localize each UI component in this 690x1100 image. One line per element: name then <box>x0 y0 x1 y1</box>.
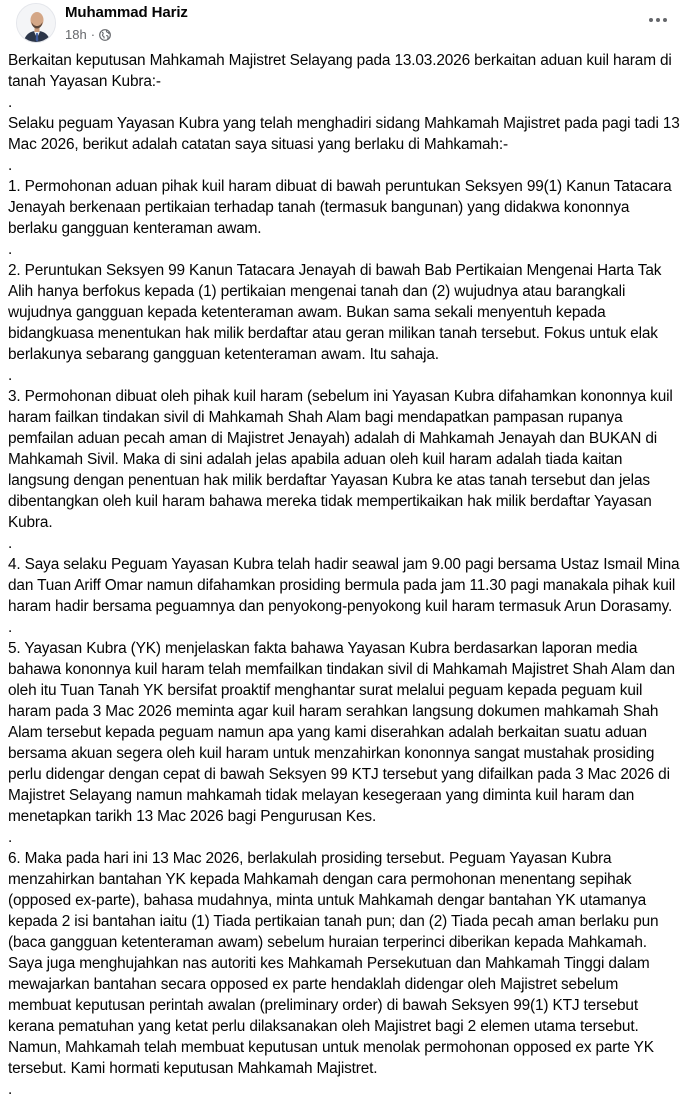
post-paragraph-preamble: Selaku peguam Yayasan Kubra yang telah menghadiri sidang Mahkamah Majistret pada pagi tadi 13 Mac 2026, berikut adalah catatan saya situasi yang berlaku di Mahkamah:- <box>8 115 684 153</box>
post-timestamp[interactable]: 18h <box>65 27 87 42</box>
post-meta <box>65 27 188 43</box>
post-paragraph-point-3: 3. Permohonan dibuat oleh pihak kuil haram (sebelum ini Yayasan Kubra difahamkan kononnya kuil haram failkan tindakan sivil di Mahkamah Shah Alam bagi mendapatkan pampasan rupanya pemfailan aduan pecah aman di Majistret Jenayah) adalah di Mahkamah Jenayah dan BUKAN di Mahkamah Sivil. Maka di sini adalah jelas apabila aduan oleh kuil haram adalah tiada kaitan langsung dengan penentuan hak milik berdaftar Yayasan Kubra ke atas tanah tersebut dan jelas dibentangkan oleh kuil haram bahawa mereka tidak mempertikaikan hak milik berdaftar Yayasan Kubra. <box>8 388 677 531</box>
post-paragraph-point-4: 4. Saya selaku Peguam Yayasan Kubra telah hadir seawal jam 9.00 pagi bersama Ustaz Ismail Mina dan Tuan Ariff Omar namun difahamkan prosiding bermula pada jam 11.30 pagi manakala pihak kuil haram hadir bersama peguamnya dan penyokong-penyokong kuil haram termasuk Arun Dorasamy. <box>8 556 684 615</box>
paragraph-separator: . <box>8 94 13 111</box>
post-paragraph-point-2: 2. Peruntukan Seksyen 99 Kanun Tatacara Jenayah di bawah Bab Pertikaian Mengenai Harta Tak Alih hanya berfokus kepada (1) pertikaian mengenai tanah dan (2) wujudnya atau barangkali wujudnya gangguan kepada ketenteraman awam. Bukan sama sekali menyentuh kepada bidangkuasa menentukan hak milik berdaftar atau geran milikan tanah tersebut. Fokus untuk elak berlakunya sebarang gangguan ketenteraman awam. Itu sahaja. <box>8 262 665 363</box>
paragraph-separator: . <box>8 367 13 384</box>
more-horizontal-icon-dot <box>663 18 667 22</box>
post-paragraph-intro: Berkaitan keputusan Mahkamah Majistret Selayang pada 13.03.2026 berkaitan aduan kuil haram di tanah Yayasan Kubra:- <box>8 52 676 90</box>
post-text <box>8 50 682 1100</box>
post-paragraph-point-6: 6. Maka pada hari ini 13 Mac 2026, berlakulah prosiding tersebut. Peguam Yayasan Kubra menzahirkan bantahan YK kepada Mahkamah dengan cara permohonan menentang sepihak (opposed ex-parte), bahasa mudahnya, minta untuk Mahkamah dengar bantahan YK utamanya kepada 2 isi bantahan iaitu (1) Tiada pertikaian tanah pun; dan (2) Tiada pecah aman berlaku pun (baca gangguan ketenteraman awam) sebelum huraian terperinci diberikan kepada Mahkamah. Saya juga menghujahkan nas autoriti kes Mahkamah Persekutuan dan Mahkamah Tinggi dalam mewajarkan bantahan secara opposed ex parte hendaklah didengar oleh Majistret sebelum membuat keputusan perintah awalan (preliminary order) di bawah Seksyen 99(1) KTJ tersebut kerana pematuhan yang ketat perlu dilaksanakan oleh Majistret bagi 2 elemen utama tersebut. Namun, Mahkamah telah membuat keputusan untuk menolak permohonan opposed ex parte YK tersebut. Kami hormati keputusan Mahkamah Majistret. <box>8 850 663 1077</box>
paragraph-separator: . <box>8 1081 13 1098</box>
paragraph-separator: . <box>8 157 13 174</box>
avatar-image <box>17 4 56 43</box>
author-name[interactable]: Muhammad Hariz <box>65 4 188 21</box>
paragraph-separator: . <box>8 829 13 846</box>
paragraph-separator: . <box>8 619 13 636</box>
more-options-button[interactable] <box>646 14 670 26</box>
globe-icon[interactable] <box>99 29 111 41</box>
post-paragraph-point-1: 1. Permohonan aduan pihak kuil haram dibuat di bawah peruntukan Seksyen 99(1) Kanun Tatacara Jenayah berkenaan pertikaian terhadap tanah (termasuk bangunan) yang didakwa kononnya berlaku gangguan kenteraman awam. <box>8 178 676 237</box>
more-horizontal-icon <box>649 18 653 22</box>
post-paragraph-point-5: 5. Yayasan Kubra (YK) menjelaskan fakta bahawa Yayasan Kubra berdasarkan laporan media bahawa kononnya kuil haram telah memfailkan tindakan sivil di Mahkamah Majistret Shah Alam dan oleh itu Tuan Tanah YK bersifat proaktif menghantar surat melalui peguam kepada peguam kuil haram pada 3 Mac 2026 meminta agar kuil haram serahkan langsung dokumen mahkamah Shah Alam tersebut kepada peguam namun apa yang kami diserahkan adalah berkaitan suatu aduan bersama akuan segera oleh kuil haram untuk menzahirkan kononnya sangat mustahak prosiding perlu didengar dengan cepat di bawah Seksyen 99 KTJ tersebut yang difailkan pada 3 Mac 2026 di Majistret Selayang namun mahkamah tidak melayan kesegeraan yang diminta kuil haram dan menetapkan tarikh 13 Mac 2026 bagi Pengurusan Kes. <box>8 640 680 825</box>
post-header <box>8 0 682 50</box>
author-avatar[interactable] <box>16 3 56 43</box>
more-horizontal-icon-dot <box>656 18 660 22</box>
meta-separator: · <box>90 27 96 42</box>
paragraph-separator: . <box>8 535 13 552</box>
paragraph-separator: . <box>8 241 13 258</box>
author-info <box>65 3 188 43</box>
